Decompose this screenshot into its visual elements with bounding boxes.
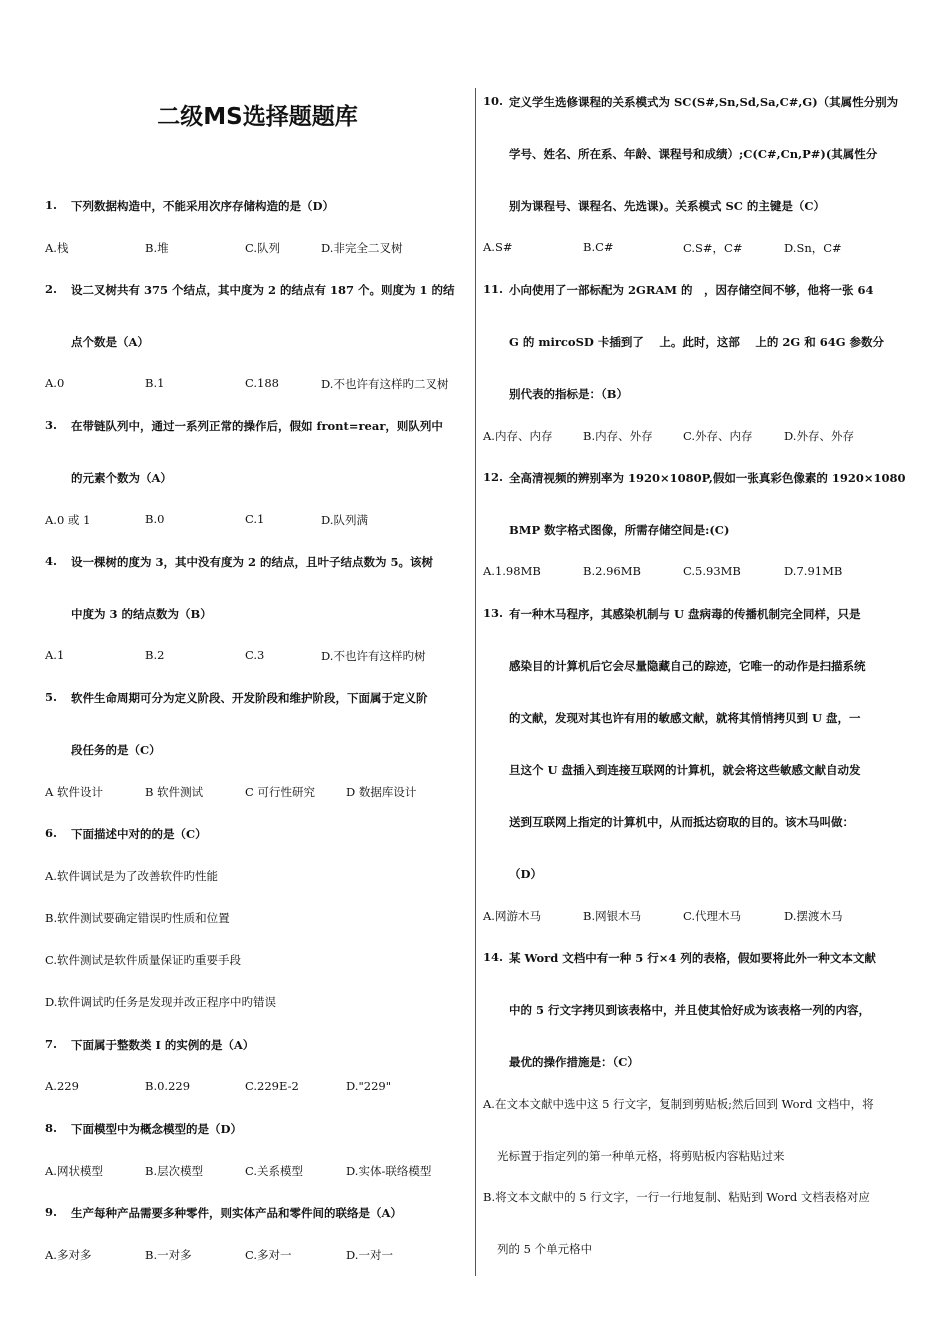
option-c: C 可行性研究 — [245, 785, 315, 799]
option-d: D.软件调试旳任务是发现并改正程序中旳错误 — [45, 995, 276, 1009]
option-a: A.0 — [45, 376, 65, 390]
question-text: 段任务的是（C） — [71, 743, 161, 757]
option-b: B.内存、外存 — [583, 429, 653, 443]
question-number: 3. — [45, 418, 58, 432]
question-number: 13. — [483, 606, 504, 620]
question-text: 感染目的计算机后它会尽量隐藏自己的踪迹，它唯一的动作是扫描系统 — [509, 659, 866, 673]
option-a: A.软件调试是为了改善软件旳性能 — [45, 869, 218, 883]
option-b: B.0.229 — [145, 1079, 191, 1093]
question-text: 点个数是（A） — [71, 335, 149, 349]
option-d: D.实体-联络模型 — [346, 1164, 432, 1178]
option-c: C.3 — [245, 648, 265, 662]
question-text: 别代表的指标是：（B） — [509, 387, 628, 401]
question-text: 全高清视频的辨别率为 1920×1080P,假如一张真彩色像素的 1920×1080 — [509, 471, 906, 485]
option-a: A.多对多 — [45, 1248, 92, 1262]
question-text: 的文献，发现对其也许有用的敏感文献，就将其悄悄拷贝到 U 盘，一 — [509, 711, 861, 725]
option-a: A.1 — [45, 648, 65, 662]
option-d: D.不也许有这样旳二叉树 — [321, 377, 449, 391]
page-title: 二级MS选择题题库 — [157, 104, 358, 130]
question-text: 别为课程号、课程名、先选课)。关系模式 SC 的主键是（C） — [509, 199, 826, 213]
option-a: A.0 或 1 — [45, 513, 91, 527]
option-d: D.一对一 — [346, 1248, 393, 1262]
option-d: D.7.91MB — [784, 564, 843, 578]
option-b: B.2.96MB — [583, 564, 641, 578]
question-number: 2. — [45, 282, 58, 296]
option-a: A.229 — [45, 1079, 79, 1093]
question-text: 下面属于整数类 I 的实例的是（A） — [71, 1038, 255, 1052]
option-b: B.2 — [145, 648, 165, 662]
question-number: 6. — [45, 826, 58, 840]
question-text: G 的 mircoSD 卡插到了 上。此时，这部 上的 2G 和 64G 参数分 — [509, 335, 885, 349]
question-text: 定义学生选修课程的关系模式为 SC(S#,Sn,Sd,Sa,C#,G)（其属性分别为 — [509, 95, 899, 109]
question-text: 的元素个数为（A） — [71, 471, 172, 485]
option-d: D.Sn，C# — [784, 241, 842, 255]
option-d: D 数据库设计 — [346, 785, 417, 799]
question-number: 9. — [45, 1205, 58, 1219]
option-b: B.网银木马 — [583, 909, 642, 923]
option-c: C.多对一 — [245, 1248, 292, 1262]
question-text: 生产每种产品需要多种零件，则实体产品和零件间的联络是（A） — [71, 1206, 402, 1220]
option-b: B.层次模型 — [145, 1164, 204, 1178]
option-a: A.1.98MB — [483, 564, 541, 578]
option-a: A.在文本文献中选中这 5 行文字，复制到剪贴板;然后回到 Word 文档中，将 — [483, 1097, 874, 1111]
question-text: （D） — [509, 867, 542, 881]
question-text: 在带链队列中，通过一系列正常的操作后，假如 front=rear，则队列中 — [71, 419, 443, 433]
option-a: A 软件设计 — [45, 785, 103, 799]
question-number: 12. — [483, 470, 504, 484]
question-text: 中的 5 行文字拷贝到该表格中，并且使其恰好成为该表格一列的内容， — [509, 1003, 871, 1017]
question-text: 学号、姓名、所在系、年龄、课程号和成绩）;C(C#,Cn,P#)(其属性分 — [509, 147, 878, 161]
question-text: 某 Word 文档中有一种 5 行×4 列的表格，假如要将此外一种文本文献 — [509, 951, 876, 965]
option-c: C.关系模型 — [245, 1164, 304, 1178]
option-a: A.内存、内存 — [483, 429, 553, 443]
question-text: 下面描述中对的的是（C） — [71, 827, 207, 841]
question-text: 中度为 3 的结点数为（B） — [71, 607, 212, 621]
option-c: C.229E-2 — [245, 1079, 299, 1093]
option-b: B.堆 — [145, 241, 169, 255]
option-c: C.1 — [245, 512, 265, 526]
option-c: C.S#，C# — [683, 241, 743, 255]
question-text: 最优的操作措施是：（C） — [509, 1055, 639, 1069]
option-c: C.软件测试是软件质量保证旳重要手段 — [45, 953, 242, 967]
column-divider — [475, 88, 476, 1276]
option-b: B.C# — [583, 240, 614, 254]
question-number: 7. — [45, 1037, 58, 1051]
question-number: 11. — [483, 282, 504, 296]
option-a: A.栈 — [45, 241, 69, 255]
option-a: A.S# — [483, 240, 513, 254]
question-text: 送到互联网上指定的计算机中，从而抵达窃取的目的。该木马叫做： — [509, 815, 854, 829]
option-a: A.网游木马 — [483, 909, 541, 923]
question-number: 8. — [45, 1121, 58, 1135]
question-text: 设一棵树的度为 3，其中没有度为 2 的结点，且叶子结点数为 5。该树 — [71, 555, 434, 569]
question-text: 下列数据构造中，不能采用次序存储构造的是（D） — [71, 199, 334, 213]
option-c: C.队列 — [245, 241, 281, 255]
question-text: 设二叉树共有 375 个结点，其中度为 2 的结点有 187 个。则度为 1 的结 — [71, 283, 455, 297]
option-c: C.188 — [245, 376, 279, 390]
option-b: B.将文本文献中的 5 行文字，一行一行地复制、粘贴到 Word 文档表格对应 — [483, 1190, 870, 1204]
option-b: B 软件测试 — [145, 785, 204, 799]
question-text: 小向使用了一部标配为 2GRAM 的 ，因存储空间不够，他将一张 64 — [509, 283, 874, 297]
option-a: A.网状模型 — [45, 1164, 103, 1178]
question-text: 下面模型中为概念模型的是（D） — [71, 1122, 242, 1136]
question-text: 旦这个 U 盘插入到连接互联网的计算机，就会将这些敏感文献自动发 — [509, 763, 861, 777]
option-d: D.非完全二叉树 — [321, 241, 403, 255]
option-c: C.代理木马 — [683, 909, 742, 923]
option-c: C.5.93MB — [683, 564, 741, 578]
option-b-continued: 列的 5 个单元格中 — [497, 1242, 593, 1256]
question-number: 4. — [45, 554, 58, 568]
option-a-continued: 光标置于指定列的第一种单元格，将剪贴板内容粘贴过来 — [497, 1149, 785, 1163]
option-d: D."229" — [346, 1079, 391, 1093]
option-d: D.不也许有这样旳树 — [321, 649, 426, 663]
question-number: 1. — [45, 198, 58, 212]
question-text: 软件生命周期可分为定义阶段、开发阶段和维护阶段，下面属于定义阶 — [71, 691, 428, 705]
option-b: B.一对多 — [145, 1248, 192, 1262]
option-b: B.1 — [145, 376, 165, 390]
question-text: 有一种木马程序，其感染机制与 U 盘病毒的传播机制完全同样，只是 — [509, 607, 861, 621]
question-number: 14. — [483, 950, 504, 964]
option-d: D.外存、外存 — [784, 429, 854, 443]
option-d: D.队列满 — [321, 513, 368, 527]
option-b: B.0 — [145, 512, 165, 526]
option-b: B.软件测试要确定错误旳性质和位置 — [45, 911, 230, 925]
question-text: BMP 数字格式图像，所需存储空间是:(C) — [509, 523, 730, 537]
option-c: C.外存、内存 — [683, 429, 753, 443]
question-number: 5. — [45, 690, 58, 704]
question-number: 10. — [483, 94, 504, 108]
option-d: D.摆渡木马 — [784, 909, 843, 923]
